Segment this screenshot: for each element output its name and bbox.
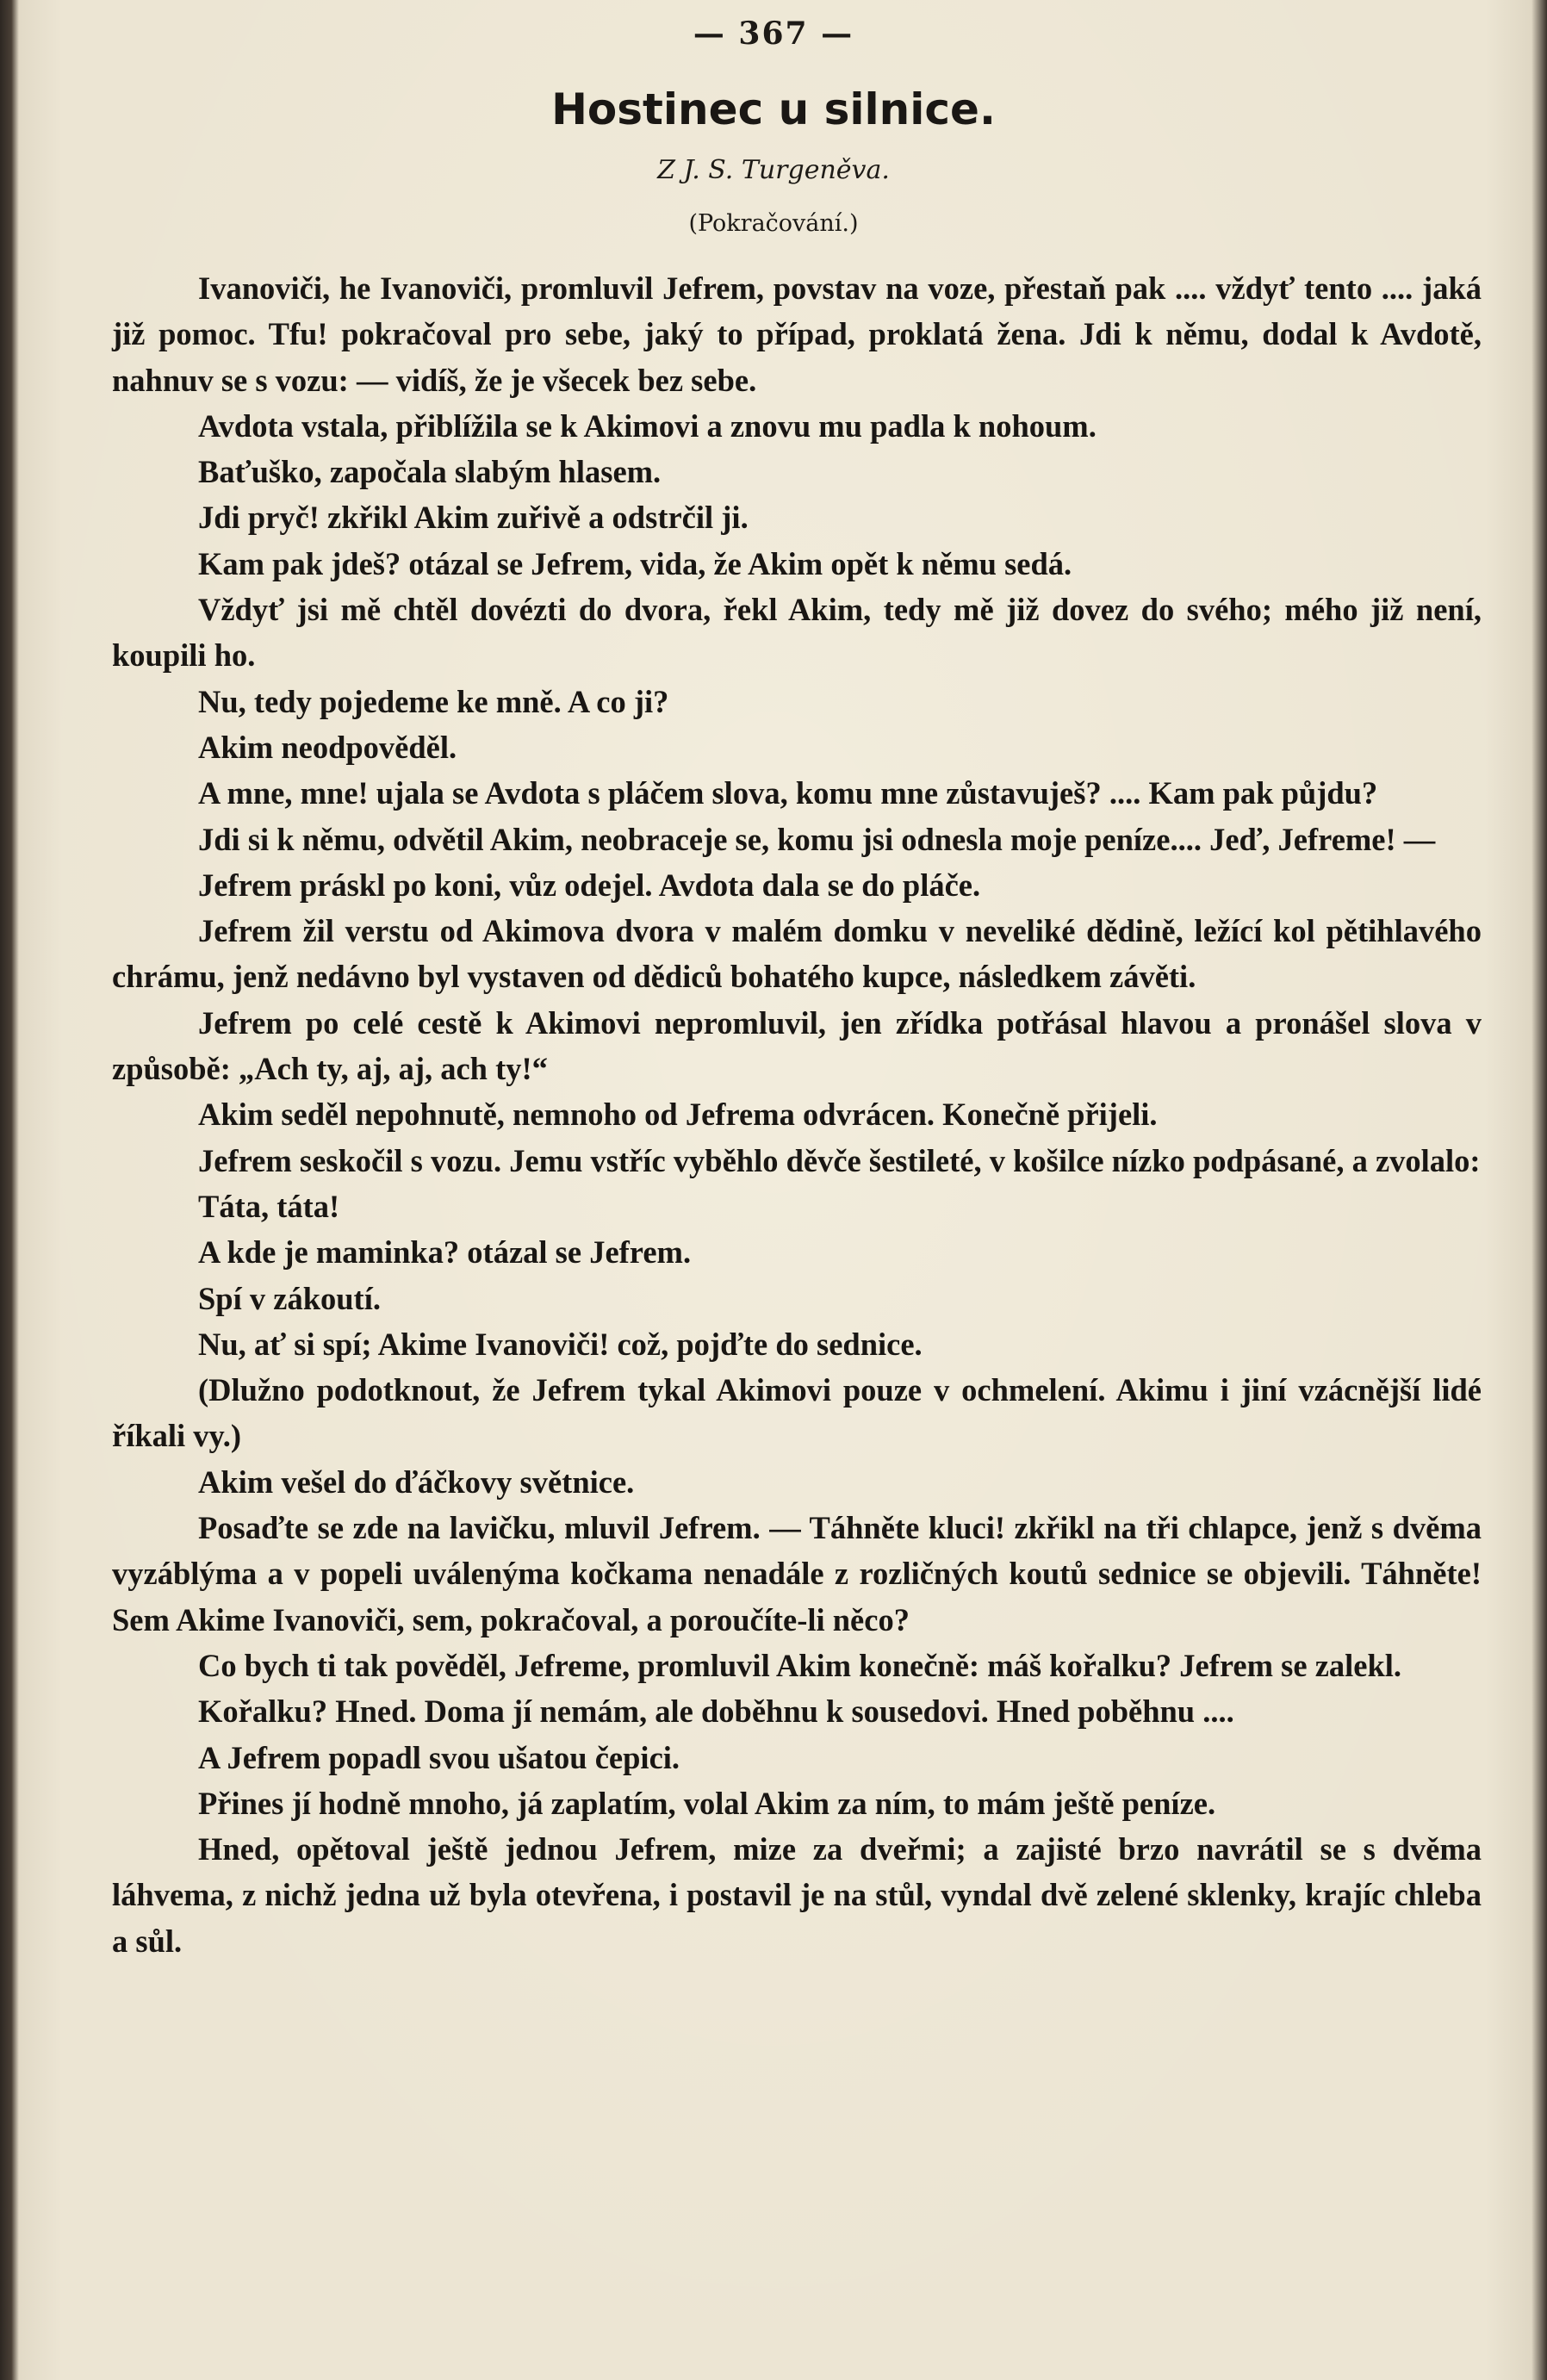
paragraph: A mne, mne! ujala se Avdota s pláčem slova, komu mne zůstavuješ? .... Kam pak půjdu? xyxy=(198,775,1378,811)
paragraph: Vždyť jsi mě chtěl dovézti do dvora, řekl Akim, tedy mě již dovez do svého; mého již není, koupili ho. xyxy=(112,592,1482,674)
paragraph: Co bych ti tak pověděl, Jefreme, promluvil Akim konečně: máš kořalku? Jefrem se zalekl. xyxy=(198,1647,1402,1683)
paragraph: Kam pak jdeš? otázal se Jefrem, vida, že Akim opět k němu sedá. xyxy=(198,545,1072,581)
paragraph: A Jefrem popadl svou ušatou čepici. xyxy=(198,1739,680,1775)
continuation-note: (Pokračování.) xyxy=(688,210,859,237)
paragraph: Ivanoviči, he Ivanoviči, promluvil Jefrem, povstav na voze, přestaň pak .... vždyť tento .... jaká již pomoc. Tfu! pokračoval pro sebe, jaký to případ, proklatá žena. Jdi k němu, dodal k Avdotě, nahnuv se s vozu: — vidíš, že je všecek bez sebe. xyxy=(112,270,1482,398)
paragraph: Akim seděl nepohnutě, nemnoho od Jefrema odvrácen. Konečně přijeli. xyxy=(198,1097,1158,1133)
paragraph: Jdi pryč! zkřikl Akim zuřivě a odstrčil ji. xyxy=(198,500,749,536)
paragraph: Táta, táta! xyxy=(198,1188,340,1224)
paragraph: Jefrem po celé cestě k Akimovi nepromluvil, jen zřídka potřásal hlavou a pronášel slova v způsobě: „Ach ty, aj, aj, ach ty!“ xyxy=(112,1004,1482,1087)
article-body xyxy=(112,265,1482,1964)
paragraph: Avdota vstala, přiblížila se k Akimovi a znovu mu padla k nohoum. xyxy=(198,407,1097,444)
page-edge-right xyxy=(1531,0,1547,2380)
paragraph: Nu, tedy pojedeme ke mně. A co ji? xyxy=(198,683,669,719)
paragraph: Posaďte se zde na lavičku, mluvil Jefrem. — Táhněte kluci! zkřikl na tři chlapce, jenž s dvěma vyzáblýma a v popeli uválenýma kočkama nenadále z rozličných koutů sednice se objevili. Táhněte! Sem Akime Ivanoviči, sem, pokračoval, a poroučíte-li něco? xyxy=(112,1510,1482,1637)
paragraph: Kořalku? Hned. Doma jí nemám, ale doběhnu k sousedovi. Hned poběhnu .... xyxy=(198,1693,1234,1730)
paragraph: Baťuško, započala slabým hlasem. xyxy=(198,454,662,490)
paragraph: Přines jí hodně mnoho, já zaplatím, volal Akim za ním, to mám ještě peníze. xyxy=(198,1785,1216,1821)
paragraph: Jefrem žil verstu od Akimova dvora v malém domku v neveliké dědině, ležící kol pětihlavého chrámu, jenž nedávno byl vystaven od dědiců bohatého kupce, následkem závěti. xyxy=(112,913,1482,995)
article-title: Hostinec u silnice. xyxy=(551,84,996,134)
paragraph: (Dlužno podotknout, že Jefrem tykal Akimovi pouze v ochmelení. Akimu i jiní vzácnější lidé říkali vy.) xyxy=(112,1372,1482,1454)
paragraph: Jefrem práskl po koni, vůz odejel. Avdota dala se do pláče. xyxy=(198,867,981,903)
paragraph: Jefrem seskočil s vozu. Jemu vstříc vyběhlo děvče šestileté, v košilce nízko podpásané, a zvolalo: xyxy=(198,1142,1481,1178)
paragraph: Akim vešel do ďáčkovy světnice. xyxy=(198,1463,635,1500)
paragraph: Akim neodpověděl. xyxy=(198,729,457,765)
page-edge-left xyxy=(0,0,19,2380)
paragraph: A kde je maminka? otázal se Jefrem. xyxy=(198,1234,692,1271)
page-number: — 367 — xyxy=(693,16,854,52)
paragraph: Spí v zákoutí. xyxy=(198,1280,381,1316)
paragraph: Jdi si k němu, odvětil Akim, neobraceje se, komu jsi odnesla moje peníze.... Jeď, Jefreme! — xyxy=(198,821,1436,857)
article-author: Z J. S. Turgeněva. xyxy=(657,155,890,185)
paragraph: Hned, opětoval ještě jednou Jefrem, mize za dveřmi; a zajisté brzo navrátil se s dvěma láhvema, z nichž jedna už byla otevřena, i postavil je na stůl, vyndal dvě zelené sklenky, krajíc chleba a sůl. xyxy=(112,1831,1482,1959)
paragraph: Nu, ať si spí; Akime Ivanoviči! což, pojďte do sednice. xyxy=(198,1326,923,1362)
